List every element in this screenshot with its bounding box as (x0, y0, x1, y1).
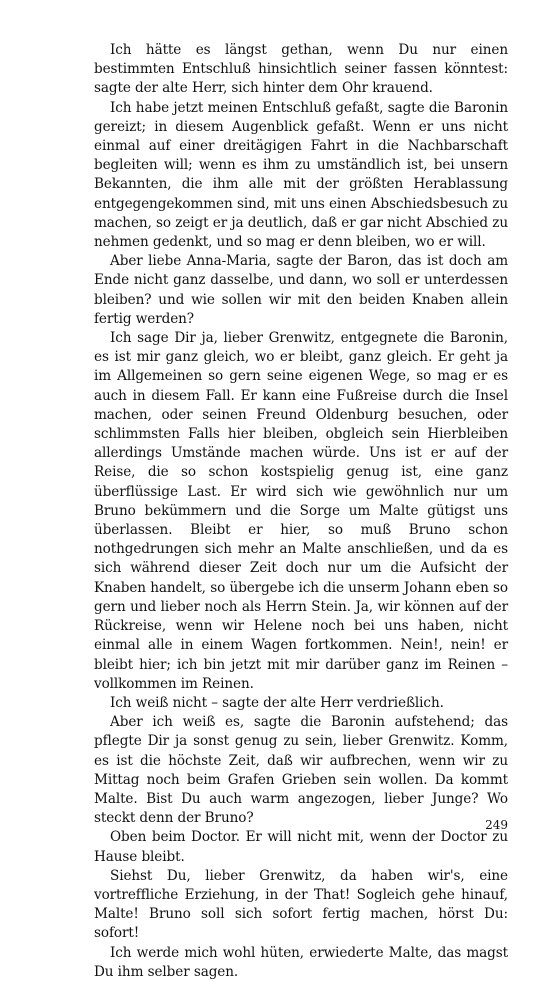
paragraph: Ich habe jetzt meinen Entschluß gefaßt, sagte die Baronin gereizt; in diesem Augenblick gefaßt. Wenn er uns nicht einmal auf einer dreitägigen Fahrt in die Nachbarschaft begleiten will; wenn es ihm zu umständlich ist, bei unsern Bekannten, die ihm alle mit der größten Herablassung entgegengekommen sind, mit uns einen Abschiedsbesuch zu machen, so zeigt er ja deutlich, daß er gar nicht Abschied zu nehmen gedenkt, und so mag er denn bleiben, wo er will. (94, 99, 508, 251)
paragraph: Ich werde mich wohl hüten, erwiederte Malte, das magst Du ihm selber sagen. (94, 944, 508, 980)
paragraph: Ich hätte es längst gethan, wenn Du nur einen bestimmten Entschluß hinsichtlich seiner fassen könntest: sagte der alte Herr, sich hinter dem Ohr krauend. (94, 42, 508, 97)
paragraph: Aber liebe Anna-Maria, sagte der Baron, das ist doch am Ende nicht ganz dasselbe, und dann, wo soll er unterdessen bleiben? und wie sollen wir mit den beiden Knaben allein fertig werden? (94, 253, 508, 327)
paragraph: Ich sage Dir ja, lieber Grenwitz, entgegnete die Baronin, es ist mir ganz gleich, wo er bleibt, ganz gleich. Er geht ja im Allgemeinen so gern seine eigenen Wege, so mag er es auch in diesem Fall. Er kann eine Fußreise durch die Insel machen, oder seinen Freund Oldenburg besuchen, oder schlimmsten Falls hier bleiben, obgleich sein Hierbleiben allerdings Umstände machen würde. Uns ist er auf der Reise, die so schon kostspielig genug ist, eine ganz überflüssige Last. Er wird sich wie gewöhnlich nur um Bruno bekümmern und die Sorge um Malte gütigst uns überlassen. Bleibt er hier, so muß Bruno schon nothgedrungen sich mehr an Malte anschließen, und da es sich während dieser Zeit doch nur um die Aufsicht der Knaben handelt, so übergebe ich die unserm Johann eben so gern und lieber noch als Herrn Stein. Ja, wir können auf der Rückreise, wenn wir Helene noch bei uns haben, nicht einmal alle in einem Wagen fortkommen. Nein!, nein! er bleibt hier; ich bin jetzt mit mir darüber ganz im Reinen – vollkommen im Reinen. (94, 330, 508, 692)
body-text (94, 41, 508, 982)
paragraph: Siehst Du, lieber Grenwitz, da haben wir's, eine vortreffliche Erziehung, in der That! Sogleich gehe hinauf, Malte! Bruno soll sich sofort fertig machen, hörst Du: sofort! (94, 867, 508, 942)
paragraph: Ich weiß nicht – sagte der alte Herr verdrießlich. (110, 694, 444, 711)
paragraph: Aber ich weiß es, sagte die Baronin aufstehend; das pflegte Dir ja sonst genug zu sein, lieber Grenwitz. Komm, es ist die höchste Zeit, daß wir aufbrechen, wenn wir zu Mittag noch beim Grafen Grieben sein wollen. Da kommt Malte. Bist Du auch warm angezogen, lieber Junge? Wo steckt denn der Bruno? (94, 714, 508, 827)
page-number: 249 (485, 818, 508, 832)
paragraph: Oben beim Doctor. Er will nicht mit, wenn der Doctor zu Hause bleibt. (94, 829, 508, 865)
